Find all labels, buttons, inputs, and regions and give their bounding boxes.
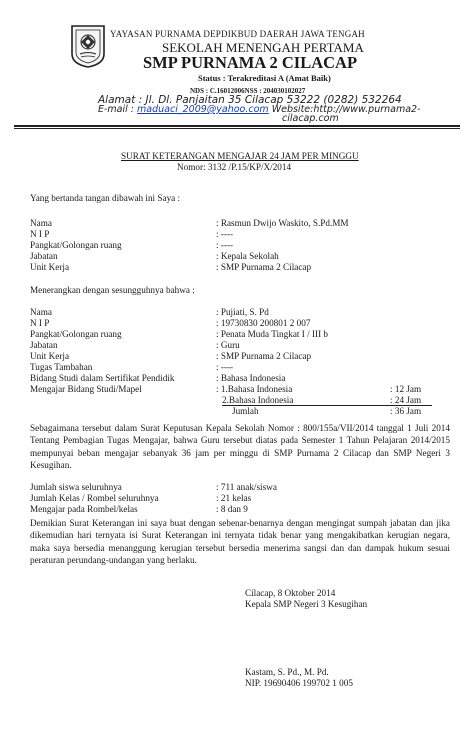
email-label: E-mail : (98, 104, 135, 115)
teacher-position-label: Jabatan (30, 340, 58, 350)
signer-rank-label: Pangkat/Golongan ruang (30, 240, 122, 250)
signer-title: Kepala SMP Negeri 3 Kesugihan (245, 599, 368, 609)
accreditation-status: Status : Terakreditasi A (Amat Baik) (198, 73, 331, 83)
foundation-name: YAYASAN PURNAMA DEPDIKBUD DAERAH JAWA TENGAH (110, 29, 365, 39)
teacher-rank-value: : Penata Muda Tingkat I / III b (216, 329, 329, 339)
signer-name-value: : Rasmun Dwijo Waskito, S.Pd.MM (216, 218, 349, 228)
teacher-extra-task-value: : ---- (216, 362, 234, 372)
signer-nip: NIP. 19690406 199702 1 005 (245, 678, 353, 688)
declaration-text: Menerangkan dengan sesungguhnya bahwa : (30, 285, 195, 295)
teaching-grades-label: Mengajar pada Rombel/kelas (30, 504, 138, 514)
teacher-certified-subject-value: : Bahasa Indonesia (216, 373, 286, 383)
website-text-continued: cilacap.com (282, 113, 339, 124)
subject-2-hours: : 24 Jam (390, 395, 422, 405)
signer-position-value: : Kepala Sekolah (216, 251, 279, 261)
email-link[interactable]: maduaci_2009@yahoo.com (137, 104, 269, 115)
students-count-value: : 711 anak/siswa (216, 482, 277, 492)
place-date: Cilacap, 8 Oktober 2014 (245, 588, 336, 598)
subject-2-name: 2.Bahasa Indonesia (222, 395, 294, 405)
school-registration: NDS : C.16012006NSS : 204030102027 (190, 87, 306, 95)
signer-rank-value: : ---- (216, 240, 234, 250)
teacher-extra-task-label: Tugas Tambahan (30, 362, 93, 372)
class-count-value: : 21 kelas (216, 493, 252, 503)
signer-nip-label: N I P (30, 229, 50, 239)
teacher-unit-label: Unit Kerja (30, 351, 70, 361)
signer-unit-value: : SMP Purnama 2 Cilacap (216, 262, 312, 272)
teacher-name-value: : Pujiati, S. Pd (216, 307, 269, 317)
total-label: Jumlah (232, 406, 259, 416)
intro-text: Yang bertanda tangan dibawah ini Saya : (30, 193, 181, 203)
school-type: SEKOLAH MENENGAH PERTAMA (162, 40, 364, 55)
signer-nip-value: : ---- (216, 229, 234, 239)
subject-1-hours: : 12 Jam (390, 384, 422, 394)
signer-name-label: Nama (30, 218, 52, 228)
teacher-unit-value: : SMP Purnama 2 Cilacap (216, 351, 312, 361)
school-address: Alamat : Jl. Dl. Panjaitan 35 Cilacap 53222 (0282) 532264 (98, 94, 402, 106)
signer-position-label: Jabatan (30, 251, 58, 261)
header-divider-thin (14, 128, 460, 129)
closing-paragraph: Demikian Surat Keterangan ini saya buat dengan sebenar-benarnya dengan mengingat sumpah jabatan dan jika dikemudian hari ternyata isi Surat Keterangan ini ternyata tidak benar yang mengakibatkan kerugian negara, maka saya bersedia menanggung kerugian tersebut bersedia menerima sangsi dan dan dampak hukum sesuai peraturan perundang-undangan yang berlaku. (30, 518, 450, 565)
letter-title: SURAT KETERANGAN MENGAJAR 24 JAM PER MINGGU (121, 151, 359, 161)
assignment-paragraph: Sebagaimana tersebut dalam Surat Keputusan Kepala Sekolah Nomor : 800/155a/VII/2014 tanggal 1 Juli 2014 Tentang Pembagian Tugas Mengajar, bahwa Guru tersebut diatas pada Semester 1 Tahun Pelajaran 2014/2015 mempunyai beban mengajar sebanyak 36 jam per minggu di SMP Purnama 2 Cilacap dan SMP Negeri 3 Kesugihan. (30, 423, 450, 470)
header-divider (14, 125, 460, 127)
teaching-grades-value: : 8 dan 9 (216, 504, 248, 514)
teacher-nip-value: : 19730830 200801 2 007 (216, 318, 311, 328)
total-hours: : 36 Jam (390, 406, 422, 416)
teacher-teaching-subject-label: Mengajar Bidang Studi/Mapel (30, 384, 142, 394)
website-text: Website:http://www.purnama2- (271, 104, 421, 115)
teacher-position-value: : Guru (216, 340, 240, 350)
signer-name: Kastam, S. Pd., M. Pd. (245, 667, 329, 677)
letter-number: Nomor: 3132 /P.15/KP/X/2014 (177, 162, 292, 172)
contact-line (98, 104, 421, 115)
school-logo (68, 24, 108, 68)
school-name: SMP PURNAMA 2 CILACAP (143, 53, 358, 72)
teacher-certified-subject-label: Bidang Studi dalam Sertifikat Pendidik (30, 373, 175, 383)
students-count-label: Jumlah siswa seluruhnya (30, 482, 122, 492)
teacher-rank-label: Pangkat/Golongan ruang (30, 329, 122, 339)
teacher-teaching-subject-value: : 1.Bahasa Indonesia (216, 384, 293, 394)
signer-unit-label: Unit Kerja (30, 262, 70, 272)
teacher-nip-label: N I P (30, 318, 50, 328)
teacher-name-label: Nama (30, 307, 52, 317)
class-count-label: Jumlah Kelas / Rombel seluruhnya (30, 493, 159, 503)
